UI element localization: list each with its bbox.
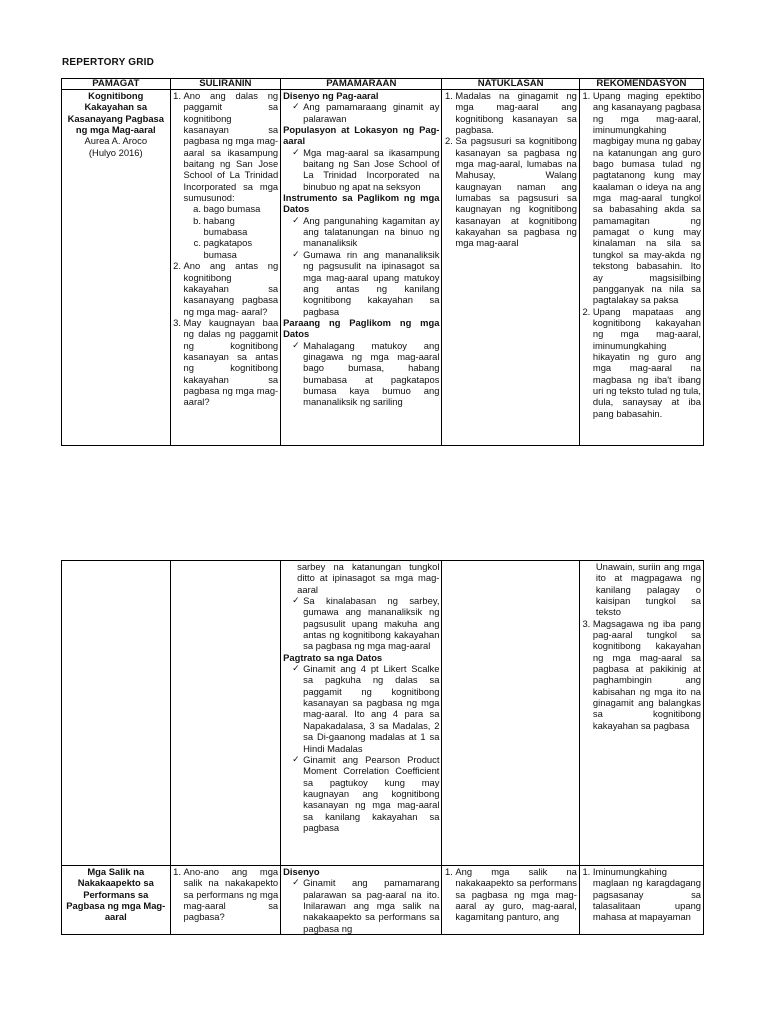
list-item: b. habang bumabasa (204, 215, 279, 238)
cell-natuklasan (442, 90, 579, 446)
cell-rekomendasyon (579, 866, 703, 935)
list-item: ✓ Mahalagang matukoy ang ginagawa ng mga mag-aaral bago bumasa, habang bumabasa at pagkatapos bumasa kaya bumuo ang mananaliksik ng sariling (292, 339, 440, 408)
continued-text: sarbey na katanungan tungkol ditto at ipinasagot sa mga mag-aaral (297, 561, 440, 595)
header-pamamaraan: PAMAMARAAN (281, 79, 442, 90)
repertory-grid-table-page1 (61, 78, 704, 446)
section-heading: Populasyon at Lokasyon ng Pag-aaral (283, 124, 440, 147)
cell-pamagat (62, 866, 171, 935)
study-author: Aurea A. Aroco (84, 135, 148, 147)
list-item: ✓ Mga mag-aaral sa ikasampung baitang ng San Jose School of La Trinidad Incorporated na binubuo ng apat na seksyon (292, 146, 440, 192)
continued-text: Unawain, suriin ang mga ito at magpagawa ng kanilang palagay o kaisipan tungkol sa teksto (595, 561, 701, 618)
checkmark-icon: ✓ (292, 595, 300, 606)
section-heading: Pagtrato sa nga Datos (283, 651, 383, 663)
checkmark-icon: ✓ (292, 248, 300, 259)
list-item: 1. Madalas na ginagamit ng mga mag-aaral ang kognitibong kasanayan sa pagbasa. (455, 90, 576, 135)
list-item: 3. May kaugnayan baa ng dalas ng paggamit ng kognitibong kasanayan sa antas ng kognitibong kakayahan sa pagbasa ng mga mag-aaral? (184, 317, 279, 408)
list-item: 2. Ano ang antas ng kognitibong kakayahan sa kasanayang pagbasa ng mga mag- aaral? (184, 260, 279, 317)
checkmark-icon: ✓ (292, 663, 300, 674)
list-item: 1. Ang mga salik na nakakaapekto sa performans sa pagbasa ng mga mag-aaral ay guro, mag-aaral, kagamitang panturo, ang (455, 866, 576, 923)
study-date: (Hulyo 2016) (88, 146, 143, 158)
header-suliranin: SULIRANIN (170, 79, 281, 90)
table-row (62, 90, 704, 446)
checkmark-icon: ✓ (292, 101, 300, 112)
cell-rekomendasyon (579, 90, 703, 446)
cell-suliranin (170, 866, 281, 935)
cell-pamagat (62, 561, 171, 866)
checkmark-icon: ✓ (292, 877, 300, 888)
checkmark-icon: ✓ (292, 339, 300, 350)
cell-natuklasan (442, 561, 579, 866)
section-heading: Paraang ng Paglikom ng mga Datos (283, 316, 440, 340)
section-heading: Instrumento sa Paglikom ng mga Datos (283, 192, 440, 215)
checkmark-icon: ✓ (292, 753, 300, 764)
list-item: ✓ Ginamit ang pamamarang palarawan sa pag-aaral na ito. Inilarawan ang mga salik na nakakaapekto sa performans sa pagbasa ng (292, 877, 440, 934)
section-heading: Disenyo (283, 866, 320, 877)
cell-pamagat (62, 90, 171, 446)
cell-pamamaraan (281, 866, 442, 935)
list-item: 2. Sa pagsusuri sa kognitibong kasanayan sa pagbasa ng mga mag-aaral, lumabas na Mahusay, Walang kaugnayan naman ang lumabas sa pagsusuri sa kaugnayan ng kognitibong kasanayan at kognitibong kakayahan sa pagbasa ng mga mag-aaral (455, 135, 576, 248)
list-item: 3. Magsagawa ng iba pang pag-aaral tungkol sa kognitibong kakayahan ng mga mag-aaral sa pagbasa at pakikinig at paghambingin ang kabisahan ng mga ito na ginagamit ang balangkas sa kognitibong kakayahan sa pagbasa (593, 618, 701, 731)
list-item: c. pagkatapos bumasa (204, 237, 279, 260)
study-title: Mga Salik na Nakakaapekto sa Performans sa Pagbasa ng mga Mag-aaral (66, 866, 166, 923)
list-item: ✓ Ginamit ang 4 pt Likert Scalke sa pagkuha ng dalas sa paggamit ng kognitibong kasanayan sa pagbasa ng mga mag-aaral. Ito ang 4 para sa Napakadalasa, 3 sa Madalas, 2 sa Di-gaanong madalas at 1 sa Hindi Madalas (292, 663, 440, 754)
list-item: 1. Upang maging epektibo ang kasanayang pagbasa ng mga mag-aaral, iminumungkahing magbigay muna ng gabay na katanungan ang guro bago bumasa tulad ng pagtatanong kung may kaalaman o ideya na ang mga mag-aaral tungkol sa babasahing akda sa pamamagitan ng pamagat o kung may kinalaman na sila sa tungkol sa may-akda ng tekstong babasahin. Ito ay magsisilbing pangganyak na nila sa pagtalakay sa paksa (593, 90, 701, 306)
checkmark-icon: ✓ (292, 214, 300, 225)
table-row (62, 561, 704, 866)
list-item: 1. Ano-ano ang mga salik na nakakapekto sa performans ng mga mag-aaral sa pagbasa? (184, 866, 279, 923)
checkmark-icon: ✓ (292, 146, 300, 157)
document-title: REPERTORY GRID (62, 57, 155, 68)
list-item: ✓ Gumawa rin ang mananaliksik ng pagsusulit na ipinasagot sa mga mag-aaral upang matukoy ang antas ng kanilang kognitibong kakayahan sa pagbasa (292, 248, 440, 317)
list-item: a. bago bumasa (204, 203, 279, 214)
cell-suliranin (170, 90, 281, 446)
cell-rekomendasyon (579, 561, 703, 866)
list-item: ✓ Ang pangunahing kagamitan ay ang talatanungan na binuo ng mananaliksik (292, 214, 440, 249)
header-pamagat: PAMAGAT (62, 79, 171, 90)
cell-natuklasan (442, 866, 579, 935)
section-heading: Disenyo ng Pag-aaral (283, 90, 379, 101)
cell-suliranin (170, 561, 281, 866)
cell-pamamaraan (281, 90, 442, 446)
list-item: ✓ Ang pamamaraang ginamit ay palarawan (292, 101, 440, 124)
header-rekomendasyon: REKOMENDASYON (579, 79, 703, 90)
table-header-row (62, 79, 704, 90)
list-item: ✓ Ginamit ang Pearson Product Moment Correlation Coefficient sa pagtukoy kung may kaugnayan ang kognitibong kasanayan ng mga mag-aaral sa kanilang kakayahan sa pagbasa (292, 753, 440, 833)
list-item: 1. Ano ang dalas ng paggamit sa kognitibong kasanayan sa pagbasa ng mga mag-aaral sa ikasampung baitang ng San Jose School of La Trinidad Incorporated sa mga sumusunod: a. bago bumasa b. habang bumabasa c. pagkatapos bumasa (184, 90, 279, 260)
repertory-grid-table-page2 (61, 560, 704, 935)
table-row (62, 866, 704, 935)
study-title: Kognitibong Kakayahan sa Kasanayang Pagbasa ng mga Mag-aaral (67, 90, 164, 136)
list-item: ✓ Sa kinalabasan ng sarbey, gumawa ang mananaliksik ng pagsusulit upang makuha ang antas ng kognitibong kakayahan sa pagbasa ng mga mag-aaral (292, 595, 440, 652)
list-item: 2. Upang mapataas ang kognitibong kakayahan ng mga mag-aaral, iminumungkahing hikayatin ng guro ang mga mag-aaral na magbasa ng iba't ibang uri ng teksto tulad ng tula, dula, sanaysay at iba pang babasahin. (593, 306, 701, 419)
list-item: 1. Iminumungkahing maglaan ng karagdagang pagsasanay sa talasalitaan upang mahasa at mapayaman (593, 866, 701, 923)
cell-pamamaraan (281, 561, 442, 866)
header-natuklasan: NATUKLASAN (442, 79, 579, 90)
